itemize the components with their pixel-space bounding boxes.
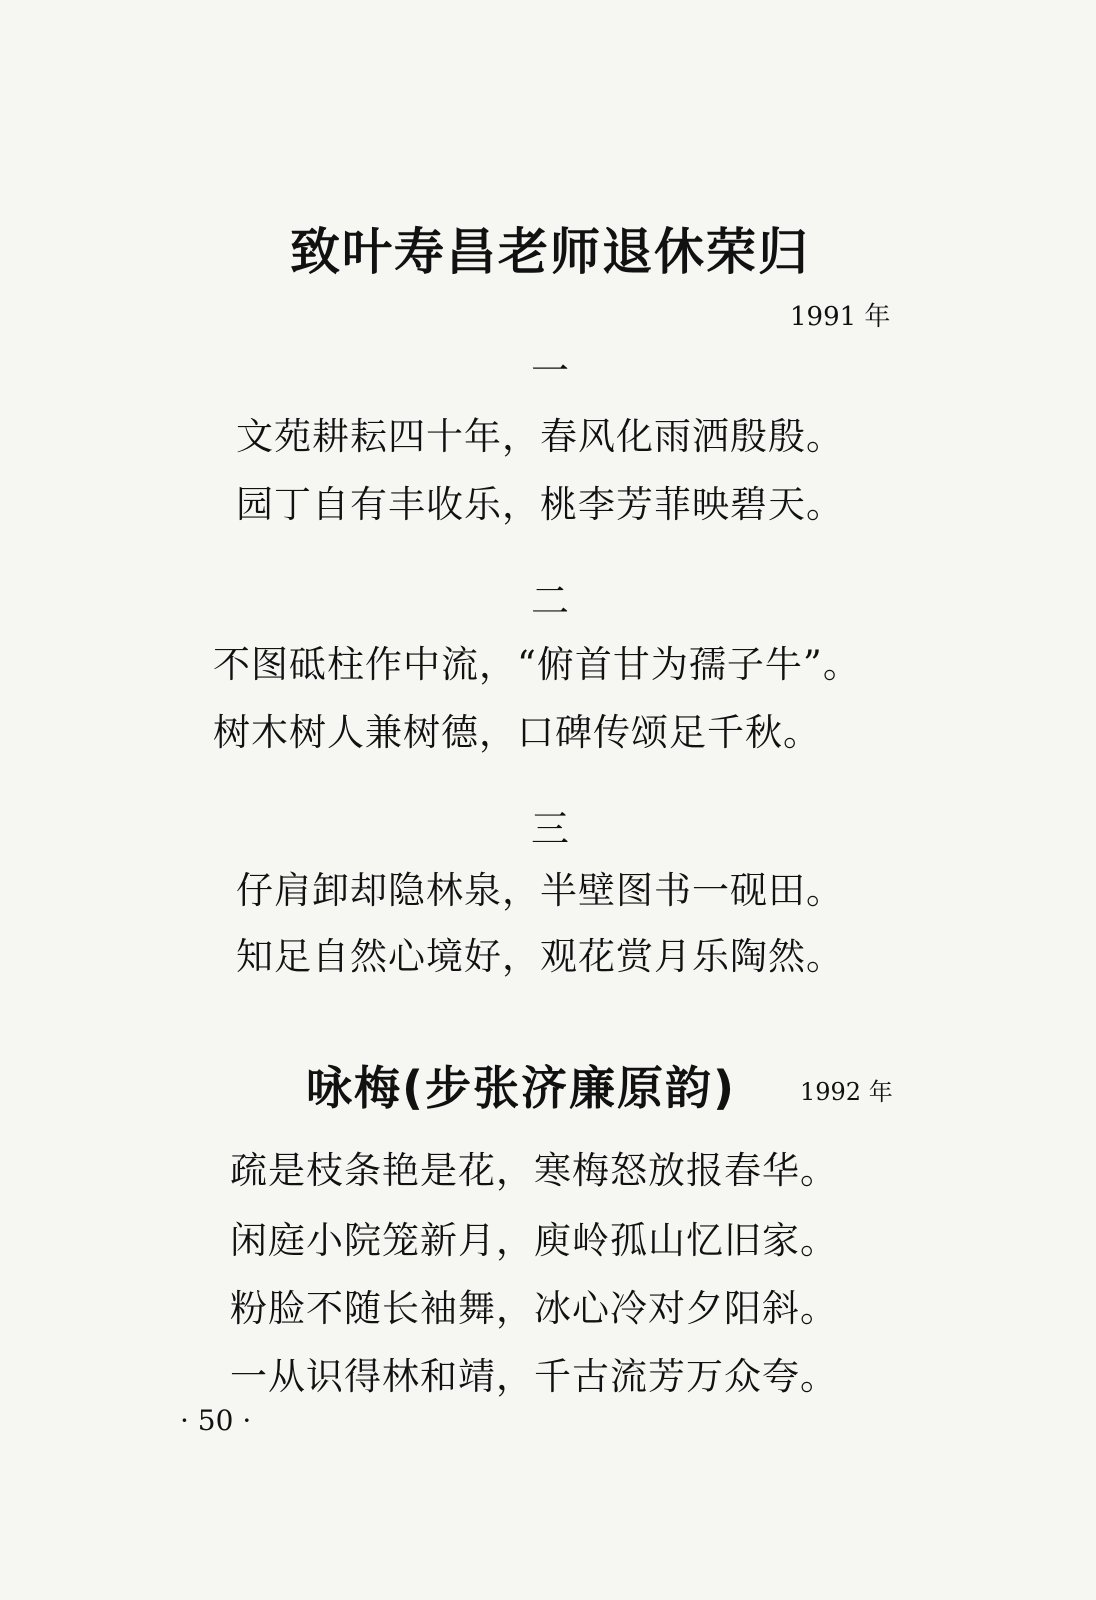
poem2-date: 1992 年 (800, 1078, 893, 1106)
poem2-line2: 闲庭小院笼新月，庾岭孤山忆旧家。 (230, 1219, 838, 1262)
poem1-section-number-2: 二 (530, 579, 569, 623)
poem1-date: 1991 年 (790, 302, 891, 332)
poem2-line1: 疏是枝条艳是花，寒梅怒放报春华。 (230, 1149, 838, 1192)
poem1-section1-line2: 园丁自有丰收乐，桃李芳菲映碧天。 (236, 483, 844, 526)
poem1-section-number-3: 三 (530, 807, 569, 851)
poem1-section2-line2: 树木树人兼树德，口碑传颂足千秋。 (213, 711, 821, 754)
poem1-section1-line1: 文苑耕耘四十年，春风化雨洒殷殷。 (236, 415, 844, 458)
page-number: · 50 · (180, 1404, 252, 1437)
poem1-section3-line1: 仔肩卸却隐林泉，半壁图书一砚田。 (236, 869, 844, 912)
poem2-line4: 一从识得林和靖，千古流芳万众夸。 (230, 1355, 838, 1398)
poem1-title: 致叶寿昌老师退休荣归 (290, 223, 810, 281)
poem2-line3: 粉脸不随长袖舞，冰心冷对夕阳斜。 (230, 1287, 838, 1330)
poem2-title: 咏梅(步张济廉原韵) (306, 1061, 737, 1115)
poem1-section-number-1: 一 (530, 349, 569, 393)
poem1-section2-line1: 不图砥柱作中流，“俯首甘为孺子牛”。 (213, 643, 861, 686)
poem1-section3-line2: 知足自然心境好，观花赏月乐陶然。 (236, 935, 844, 978)
